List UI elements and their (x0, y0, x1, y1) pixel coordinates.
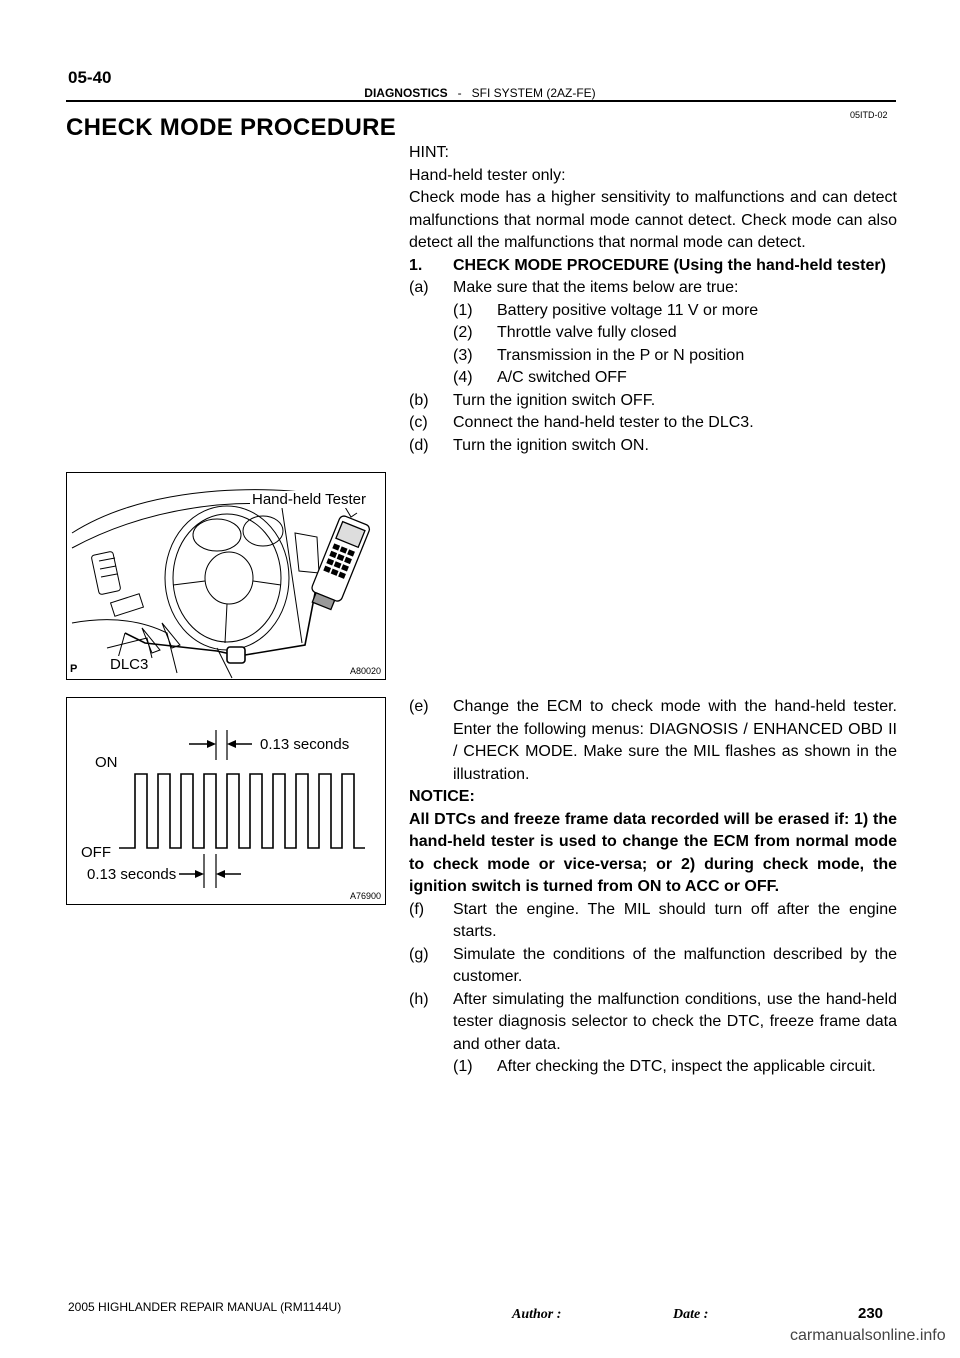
step-h-num: (h) (409, 990, 429, 1008)
manual-footer: 2005 HIGHLANDER REPAIR MANUAL (RM1144U) (68, 1300, 342, 1314)
step-a (409, 277, 897, 300)
step-h-1-text: After checking the DTC, inspect the applicable circuit. (497, 1058, 876, 1075)
page-number: 230 (858, 1305, 884, 1322)
item-text: Throttle valve fully closed (497, 324, 677, 341)
step-a-text: Make sure that the items below are true: (453, 279, 739, 296)
off-label: OFF (81, 844, 111, 861)
body-bottom (409, 696, 897, 1079)
step-f-text: Start the engine. The MIL should turn off after the engine starts. (453, 900, 897, 940)
step-a-1 (409, 300, 897, 323)
figure-dashboard-tester (66, 472, 386, 680)
item-num: (1) (453, 301, 473, 319)
figure-mil-pattern (66, 697, 386, 905)
author-label: Author : (512, 1307, 562, 1322)
figure-2-code: A76900 (349, 891, 381, 901)
step-f (409, 899, 897, 944)
header-subsection: SFI SYSTEM (2AZ-FE) (471, 86, 596, 100)
date-label: Date : (673, 1307, 709, 1322)
on-label: ON (95, 754, 118, 771)
step-h-1 (409, 1056, 897, 1079)
page-code: 05-40 (68, 68, 112, 87)
step-e (409, 696, 897, 786)
dlc3-label: DLC3 (110, 656, 149, 673)
step-e-text: Change the ECM to check mode with the hand-held tester. Enter the following menus: DIAGNOSIS / ENHANCED OBD II / CHECK MODE. Make sure the MIL flashes as shown in the illustration. (453, 698, 897, 783)
item-num: (3) (453, 346, 473, 364)
figure-1-code: A80020 (349, 666, 381, 676)
step-c-text: Connect the hand-held tester to the DLC3. (453, 414, 754, 431)
intro-paragraph: Check mode has a higher sensitivity to malfunctions and can detect malfunctions that normal mode cannot detect. Check mode can also detect all the malfunctions that normal mode can detect. (409, 189, 897, 251)
step-h (409, 989, 897, 1057)
step-d-num: (d) (409, 436, 429, 454)
top-interval-label: 0.13 seconds (260, 736, 350, 753)
item-text: A/C switched OFF (497, 369, 627, 386)
item-text: Transmission in the P or N position (497, 346, 745, 364)
step-1-num: 1. (409, 256, 423, 274)
step-b-text: Turn the ignition switch OFF. (453, 391, 656, 409)
step-1-text: CHECK MODE PROCEDURE (Using the hand-held tester) (453, 256, 886, 274)
step-e-num: (e) (409, 698, 429, 715)
hint-label: HINT: (409, 144, 449, 161)
page-title: CHECK MODE PROCEDURE (66, 114, 397, 141)
item-num: (2) (453, 324, 473, 341)
body-top (409, 142, 897, 457)
notice-label: NOTICE: (409, 788, 475, 805)
running-header (0, 86, 960, 100)
item-num: (4) (453, 369, 473, 386)
step-g-text: Simulate the conditions of the malfunction described by the customer. (453, 945, 897, 985)
step-h-1-num: (1) (453, 1058, 473, 1075)
step-h-text: After simulating the malfunction conditions, use the hand-held tester diagnosis selector to check the DTC, freeze frame data and other data. (453, 990, 897, 1053)
step-a-3 (409, 345, 897, 368)
step-a-2 (409, 322, 897, 345)
watermark: carmanualsonline.info (790, 1327, 946, 1344)
step-g-num: (g) (409, 945, 429, 963)
step-f-num: (f) (409, 900, 425, 918)
header-section: DIAGNOSTICS (364, 86, 448, 100)
bottom-interval-label: 0.13 seconds (87, 866, 177, 883)
step-c-num: (c) (409, 414, 428, 431)
step-a-4 (409, 367, 897, 390)
item-text: Battery positive voltage 11 V or more (497, 301, 759, 319)
step-g (409, 944, 897, 989)
header-rule (66, 100, 896, 102)
header-dash: - (457, 86, 462, 100)
step-b-num: (b) (409, 391, 429, 409)
step-d (409, 435, 897, 458)
hint-line: Hand-held tester only: (409, 166, 566, 184)
tester-label: Hand-held Tester (252, 491, 366, 508)
notice-text: All DTCs and freeze frame data recorded will be erased if: 1) the hand-held tester is used to change the ECM from normal mode to check mode or vice-versa; or 2) during check mode, the ignition switch is turned from ON to ACC or OFF. (409, 810, 897, 895)
doc-code: 05ITD-02 (850, 110, 888, 120)
step-d-text: Turn the ignition switch ON. (453, 436, 649, 454)
step-1 (409, 255, 897, 278)
step-c (409, 412, 897, 435)
step-b (409, 390, 897, 413)
step-a-num: (a) (409, 279, 429, 296)
p-mark: P (70, 663, 78, 675)
